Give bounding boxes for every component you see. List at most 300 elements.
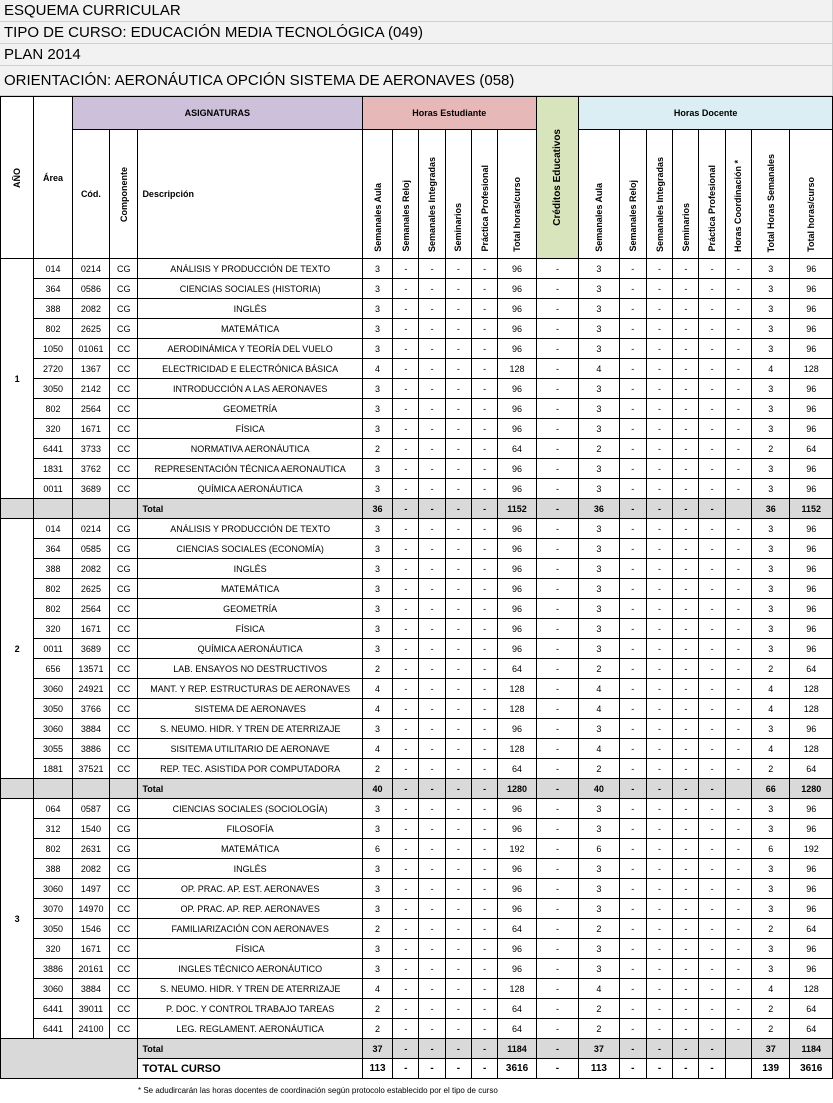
empty-cell — [1, 779, 34, 799]
dash-cell: - — [619, 419, 646, 439]
he-total-cell: 96 — [498, 859, 536, 879]
dash-cell: - — [725, 639, 751, 659]
hd-aula-cell: 2 — [579, 1019, 619, 1039]
dash-cell: - — [445, 1019, 471, 1039]
dash-cell: - — [646, 399, 672, 419]
cod-cell: 3884 — [72, 979, 109, 999]
cod-cell: 1497 — [72, 879, 109, 899]
dash-cell: - — [472, 699, 498, 719]
creditos-cell: - — [536, 979, 578, 999]
creditos-cell: - — [536, 559, 578, 579]
he-total-cell: 96 — [498, 959, 536, 979]
dash-cell: - — [419, 559, 445, 579]
area-cell: 388 — [34, 559, 72, 579]
descripcion-cell: REPRESENTACIÓN TÉCNICA AERONAUTICA — [138, 459, 362, 479]
creditos-cell: - — [536, 459, 578, 479]
dash-cell: - — [699, 1019, 725, 1039]
table-row — [1, 319, 833, 339]
hd-aula-cell: 3 — [579, 299, 619, 319]
hd-semanales-cell: 4 — [752, 979, 790, 999]
dash-cell: - — [673, 879, 699, 899]
componente-cell: CG — [110, 839, 138, 859]
dash-cell: - — [699, 459, 725, 479]
hd-aula-cell: 3 — [579, 379, 619, 399]
dash-cell: - — [445, 759, 471, 779]
dash-cell: - — [472, 819, 498, 839]
cod-cell: 14970 — [72, 899, 109, 919]
dash-cell: - — [619, 379, 646, 399]
creditos-cell: - — [536, 439, 578, 459]
hd-total-cell: 96 — [790, 719, 833, 739]
descripcion-cell: P. DOC. Y CONTROL TRABAJO TAREAS — [138, 999, 362, 1019]
dash-cell: - — [472, 739, 498, 759]
table-row — [1, 979, 833, 999]
creditos-cell: - — [536, 839, 578, 859]
dash-cell: - — [725, 799, 751, 819]
dash-cell: - — [393, 579, 419, 599]
dash-cell: - — [472, 399, 498, 419]
area-cell: 2720 — [34, 359, 72, 379]
dash-cell: - — [445, 699, 471, 719]
hd-semanales-cell: 3 — [752, 719, 790, 739]
hd-aula-cell: 4 — [579, 359, 619, 379]
cod-cell: 1540 — [72, 819, 109, 839]
he-total-cell: 96 — [498, 419, 536, 439]
dash-cell: - — [419, 339, 445, 359]
dash-cell: - — [419, 759, 445, 779]
table-row — [1, 699, 833, 719]
dash-cell: - — [445, 339, 471, 359]
table-row — [1, 679, 833, 699]
descripcion-cell: INTRODUCCIÓN A LAS AERONAVES — [138, 379, 362, 399]
descripcion-cell: S. NEUMO. HIDR. Y TREN DE ATERRIZAJE — [138, 719, 362, 739]
dash-cell: - — [673, 399, 699, 419]
creditos-cell: - — [536, 1019, 578, 1039]
componente-cell: CC — [110, 899, 138, 919]
he-total-cell: 96 — [498, 579, 536, 599]
dash-cell: - — [619, 519, 646, 539]
cod-cell: 3884 — [72, 719, 109, 739]
dash-cell: - — [699, 339, 725, 359]
table-row — [1, 359, 833, 379]
dash-cell: - — [646, 919, 672, 939]
header-line-3: PLAN 2014 — [0, 44, 833, 66]
hd-semanales-cell: 3 — [752, 379, 790, 399]
area-cell: 320 — [34, 619, 72, 639]
dash-cell: - — [646, 979, 672, 999]
descripcion-cell: REP. TEC. ASISTIDA POR COMPUTADORA — [138, 759, 362, 779]
table-row — [1, 759, 833, 779]
dash-cell: - — [673, 679, 699, 699]
hd-semanales-grand: 139 — [752, 1059, 790, 1079]
dash-cell: - — [445, 659, 471, 679]
dash-cell: - — [699, 799, 725, 819]
dash-cell: - — [699, 579, 725, 599]
dash-cell: - — [673, 339, 699, 359]
descripcion-cell: AERODINÁMICA Y TEORÍA DEL VUELO — [138, 339, 362, 359]
dash-cell: - — [393, 359, 419, 379]
hd-aula-cell: 2 — [579, 439, 619, 459]
dash-cell: - — [725, 399, 751, 419]
descripcion-cell: CIENCIAS SOCIALES (HISTORIA) — [138, 279, 362, 299]
dash-cell: - — [673, 359, 699, 379]
he-total-cell: 128 — [498, 679, 536, 699]
cod-cell: 0214 — [72, 519, 109, 539]
he-aula-cell: 3 — [362, 379, 392, 399]
dash-cell: - — [393, 739, 419, 759]
table-row — [1, 259, 833, 279]
dash-cell: - — [646, 799, 672, 819]
hd-semanales-cell: 4 — [752, 679, 790, 699]
he-aula-cell: 3 — [362, 719, 392, 739]
horas-estudiante-group-header: Horas Estudiante — [362, 97, 536, 130]
dash-cell: - — [646, 459, 672, 479]
creditos-cell: - — [536, 679, 578, 699]
dash-cell: - — [472, 319, 498, 339]
area-cell: 3060 — [34, 879, 72, 899]
table-row — [1, 419, 833, 439]
descripcion-cell: ELECTRICIDAD E ELECTRÓNICA BÁSICA — [138, 359, 362, 379]
he-aula-cell: 2 — [362, 1019, 392, 1039]
dash-cell: - — [619, 859, 646, 879]
area-cell: 802 — [34, 839, 72, 859]
he-total-grand: 3616 — [498, 1059, 536, 1079]
he-total-cell: 96 — [498, 879, 536, 899]
dash-cell: - — [646, 299, 672, 319]
table-row — [1, 819, 833, 839]
cod-cell: 37521 — [72, 759, 109, 779]
dash-cell: - — [673, 719, 699, 739]
dash-cell: - — [673, 479, 699, 499]
hd-semanales-cell: 3 — [752, 319, 790, 339]
area-cell: 064 — [34, 799, 72, 819]
dash-cell: - — [725, 359, 751, 379]
hd-semanales-cell: 3 — [752, 519, 790, 539]
dash-cell: - — [619, 559, 646, 579]
dash-cell: - — [646, 819, 672, 839]
creditos-cell: - — [536, 619, 578, 639]
hd-total-cell: 96 — [790, 859, 833, 879]
dash-cell: - — [646, 599, 672, 619]
total-label: Total — [138, 779, 362, 799]
hd-total-cell: 96 — [790, 579, 833, 599]
dash-cell: - — [393, 439, 419, 459]
hd-semanales-cell: 3 — [752, 459, 790, 479]
dash-cell: - — [619, 719, 646, 739]
creditos-cell: - — [536, 879, 578, 899]
descripcion-cell: FÍSICA — [138, 619, 362, 639]
dash-cell: - — [699, 699, 725, 719]
dash-cell: - — [419, 679, 445, 699]
cod-cell: 0586 — [72, 279, 109, 299]
componente-cell: CC — [110, 879, 138, 899]
dash-cell: - — [472, 939, 498, 959]
componente-cell: CC — [110, 999, 138, 1019]
hd-total-cell: 96 — [790, 299, 833, 319]
dash-cell: - — [419, 379, 445, 399]
hd-aula-cell: 4 — [579, 739, 619, 759]
cod-cell: 2142 — [72, 379, 109, 399]
dash-cell: - — [699, 299, 725, 319]
he-total-cell: 192 — [498, 839, 536, 859]
creditos-cell: - — [536, 859, 578, 879]
he-aula-cell: 4 — [362, 979, 392, 999]
he-total-cell: 128 — [498, 359, 536, 379]
curriculum-table — [0, 96, 833, 1079]
he-total-cell: 96 — [498, 559, 536, 579]
descripcion-cell: QUÍMICA AERONÁUTICA — [138, 639, 362, 659]
dash-cell: - — [699, 1039, 725, 1059]
hd-semanales-total: 66 — [752, 779, 790, 799]
table-row — [1, 739, 833, 759]
dash-cell: - — [472, 1019, 498, 1039]
dash-cell: - — [419, 979, 445, 999]
he-total-cell: 96 — [498, 719, 536, 739]
area-cell: 0011 — [34, 639, 72, 659]
hd-total-grand: 3616 — [790, 1059, 833, 1079]
componente-cell: CC — [110, 599, 138, 619]
he-col-header: Seminarios — [445, 130, 471, 259]
dash-cell: - — [725, 699, 751, 719]
dash-cell: - — [673, 939, 699, 959]
dash-cell: - — [646, 779, 672, 799]
he-aula-grand: 113 — [362, 1059, 392, 1079]
empty-cell — [34, 779, 72, 799]
dash-cell: - — [619, 539, 646, 559]
he-total-cell: 128 — [498, 739, 536, 759]
componente-cell: CG — [110, 259, 138, 279]
table-row — [1, 559, 833, 579]
dash-cell: - — [393, 939, 419, 959]
dash-cell: - — [472, 1039, 498, 1059]
dash-cell: - — [393, 519, 419, 539]
area-cell: 364 — [34, 539, 72, 559]
hd-total-cell: 96 — [790, 419, 833, 439]
dash-cell: - — [725, 599, 751, 619]
descripcion-cell: INGLÉS — [138, 859, 362, 879]
dash-cell: - — [472, 959, 498, 979]
dash-cell: - — [393, 339, 419, 359]
componente-cell: CC — [110, 659, 138, 679]
he-total-cell: 96 — [498, 599, 536, 619]
hd-semanales-cell: 4 — [752, 699, 790, 719]
dash-cell: - — [393, 499, 419, 519]
col-descripcion-header: Descripción — [138, 130, 362, 259]
cod-cell: 24921 — [72, 679, 109, 699]
dash-cell: - — [699, 539, 725, 559]
cod-cell: 1546 — [72, 919, 109, 939]
empty-cell — [72, 779, 109, 799]
dash-cell: - — [472, 459, 498, 479]
dash-cell: - — [472, 559, 498, 579]
dash-cell: - — [472, 519, 498, 539]
cod-cell: 2082 — [72, 859, 109, 879]
dash-cell: - — [646, 899, 672, 919]
hd-aula-cell: 3 — [579, 939, 619, 959]
dash-cell: - — [725, 859, 751, 879]
dash-cell: - — [673, 999, 699, 1019]
creditos-cell: - — [536, 359, 578, 379]
componente-cell: CG — [110, 799, 138, 819]
hd-semanales-cell: 3 — [752, 639, 790, 659]
dash-cell: - — [673, 699, 699, 719]
dash-cell: - — [419, 439, 445, 459]
he-total-cell: 96 — [498, 459, 536, 479]
he-aula-cell: 3 — [362, 899, 392, 919]
dash-cell: - — [619, 279, 646, 299]
dash-cell: - — [472, 679, 498, 699]
he-total-cell: 96 — [498, 379, 536, 399]
area-cell: 3070 — [34, 899, 72, 919]
dash-cell: - — [673, 599, 699, 619]
dash-cell: - — [646, 1059, 672, 1079]
dash-cell: - — [472, 359, 498, 379]
dash-cell: - — [699, 499, 725, 519]
descripcion-cell: MANT. Y REP. ESTRUCTURAS DE AERONAVES — [138, 679, 362, 699]
area-cell: 802 — [34, 319, 72, 339]
descripcion-cell: GEOMETRÍA — [138, 599, 362, 619]
dash-cell: - — [725, 539, 751, 559]
hd-total-cell: 96 — [790, 519, 833, 539]
hd-col-header: Práctica Profesional — [699, 130, 725, 259]
table-row — [1, 899, 833, 919]
dash-cell: - — [445, 459, 471, 479]
componente-cell: CG — [110, 819, 138, 839]
empty-cell — [72, 499, 109, 519]
table-row — [1, 459, 833, 479]
componente-cell: CC — [110, 919, 138, 939]
hd-aula-cell: 4 — [579, 679, 619, 699]
dash-cell: - — [419, 319, 445, 339]
dash-cell: - — [393, 859, 419, 879]
hd-total-cell: 128 — [790, 359, 833, 379]
dash-cell: - — [673, 639, 699, 659]
dash-cell: - — [673, 839, 699, 859]
he-aula-cell: 3 — [362, 259, 392, 279]
area-cell: 656 — [34, 659, 72, 679]
dash-cell: - — [619, 439, 646, 459]
hd-semanales-total: 36 — [752, 499, 790, 519]
he-aula-cell: 3 — [362, 819, 392, 839]
he-aula-cell: 3 — [362, 859, 392, 879]
dash-cell: - — [673, 1019, 699, 1039]
dash-cell: - — [445, 799, 471, 819]
area-cell: 3060 — [34, 719, 72, 739]
he-total-cell: 64 — [498, 1019, 536, 1039]
dash-cell: - — [725, 259, 751, 279]
dash-cell: - — [419, 419, 445, 439]
dash-cell: - — [699, 979, 725, 999]
hd-semanales-cell: 3 — [752, 539, 790, 559]
dash-cell: - — [673, 519, 699, 539]
dash-cell: - — [725, 559, 751, 579]
dash-cell: - — [646, 1039, 672, 1059]
dash-cell: - — [419, 299, 445, 319]
dash-cell: - — [619, 599, 646, 619]
empty-cell — [34, 499, 72, 519]
dash-cell: - — [472, 1059, 498, 1079]
dash-cell: - — [646, 259, 672, 279]
cod-cell: 20161 — [72, 959, 109, 979]
empty-cell — [725, 1039, 751, 1059]
he-aula-cell: 3 — [362, 459, 392, 479]
area-cell: 3060 — [34, 679, 72, 699]
dash-cell: - — [419, 459, 445, 479]
hd-total-cell: 96 — [790, 279, 833, 299]
descripcion-cell: ANÁLISIS Y PRODUCCIÓN DE TEXTO — [138, 259, 362, 279]
dash-cell: - — [419, 499, 445, 519]
table-row — [1, 659, 833, 679]
dash-cell: - — [419, 659, 445, 679]
dash-cell: - — [472, 599, 498, 619]
dash-cell: - — [725, 319, 751, 339]
dash-cell: - — [646, 739, 672, 759]
area-cell: 364 — [34, 279, 72, 299]
creditos-cell: - — [536, 999, 578, 1019]
dash-cell: - — [699, 419, 725, 439]
grand-total-label: TOTAL CURSO — [138, 1059, 362, 1079]
he-aula-total: 40 — [362, 779, 392, 799]
hd-total-total: 1152 — [790, 499, 833, 519]
dash-cell: - — [419, 699, 445, 719]
hd-aula-cell: 3 — [579, 959, 619, 979]
he-aula-cell: 3 — [362, 959, 392, 979]
componente-cell: CC — [110, 419, 138, 439]
descripcion-cell: FILOSOFÍA — [138, 819, 362, 839]
he-total-cell: 128 — [498, 699, 536, 719]
area-cell: 3060 — [34, 979, 72, 999]
he-total-cell: 96 — [498, 259, 536, 279]
dash-cell: - — [393, 419, 419, 439]
dash-cell: - — [393, 979, 419, 999]
he-total-total: 1152 — [498, 499, 536, 519]
dash-cell: - — [699, 379, 725, 399]
dash-cell: - — [472, 259, 498, 279]
he-total-cell: 96 — [498, 819, 536, 839]
he-total-cell: 64 — [498, 759, 536, 779]
dash-cell: - — [393, 819, 419, 839]
area-cell: 802 — [34, 599, 72, 619]
dash-cell: - — [673, 799, 699, 819]
cod-cell: 1671 — [72, 419, 109, 439]
table-row — [1, 299, 833, 319]
dash-cell: - — [393, 1019, 419, 1039]
dash-cell: - — [699, 399, 725, 419]
dash-cell: - — [725, 419, 751, 439]
dash-cell: - — [725, 519, 751, 539]
empty-cell — [1, 499, 34, 519]
dash-cell: - — [699, 679, 725, 699]
dash-cell: - — [445, 1059, 471, 1079]
creditos-cell: - — [536, 299, 578, 319]
dash-cell: - — [445, 399, 471, 419]
hd-aula-cell: 3 — [579, 599, 619, 619]
dash-cell: - — [646, 839, 672, 859]
total-row — [1, 779, 833, 799]
dash-cell: - — [619, 299, 646, 319]
dash-cell: - — [445, 859, 471, 879]
area-cell: 1831 — [34, 459, 72, 479]
componente-cell: CC — [110, 619, 138, 639]
he-aula-cell: 3 — [362, 939, 392, 959]
dash-cell: - — [472, 919, 498, 939]
dash-cell: - — [419, 599, 445, 619]
dash-cell: - — [646, 1019, 672, 1039]
componente-cell: CC — [110, 939, 138, 959]
dash-cell: - — [673, 299, 699, 319]
dash-cell: - — [445, 599, 471, 619]
hd-total-cell: 192 — [790, 839, 833, 859]
